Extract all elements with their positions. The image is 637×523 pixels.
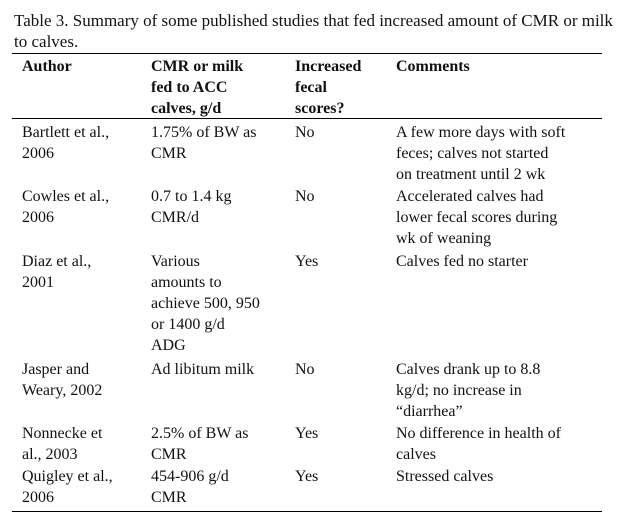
table-top-rule — [12, 53, 602, 54]
row-6-fecal: Yes — [295, 468, 319, 485]
row-4-author: Jasper and Weary, 2002 — [22, 361, 103, 399]
row-1-comments: A few more days with soft feces; calves not started on treatment until 2 wk — [396, 124, 566, 183]
header-fecal-scores: Increased fecal scores? — [295, 58, 362, 117]
row-6-author: Quigley et al., 2006 — [22, 468, 113, 506]
row-3-cmr: Various amounts to achieve 500, 950 or 1400 g/d ADG — [151, 253, 260, 354]
row-4-fecal: No — [295, 361, 315, 378]
row-5-cmr: 2.5% of BW as CMR — [151, 425, 249, 463]
row-1-cmr: 1.75% of BW as CMR — [151, 124, 257, 162]
row-4-cmr: Ad libitum milk — [151, 361, 255, 378]
row-3-author: Diaz et al., 2001 — [22, 253, 92, 291]
row-5-fecal: Yes — [295, 425, 319, 442]
row-4-comments: Calves drank up to 8.8 kg/d; no increase in “diarrhea” — [396, 361, 541, 420]
row-2-fecal: No — [295, 188, 315, 205]
row-6-cmr: 454-906 g/d CMR — [151, 468, 229, 506]
row-5-comments: No difference in health of calves — [396, 425, 561, 463]
row-1-fecal: No — [295, 124, 315, 141]
table-caption: Table 3. Summary of some published studies that fed increased amount of CMR or milk to calves. — [14, 11, 613, 51]
row-6-comments: Stressed calves — [396, 468, 494, 485]
header-cmr-fed: CMR or milk fed to ACC calves, g/d — [151, 58, 244, 117]
header-comments: Comments — [396, 58, 470, 75]
row-3-fecal: Yes — [295, 253, 319, 270]
row-1-author: Bartlett et al., 2006 — [22, 124, 110, 162]
row-2-comments: Accelerated calves had lower fecal scores during wk of weaning — [396, 188, 558, 247]
row-2-cmr: 0.7 to 1.4 kg CMR/d — [151, 188, 232, 226]
row-2-author: Cowles et al., 2006 — [22, 188, 110, 226]
table-bottom-rule — [12, 511, 602, 512]
row-5-author: Nonnecke et al., 2003 — [22, 425, 103, 463]
header-author: Author — [22, 58, 72, 75]
row-3-comments: Calves fed no starter — [396, 253, 528, 270]
table-header-rule — [12, 118, 602, 119]
